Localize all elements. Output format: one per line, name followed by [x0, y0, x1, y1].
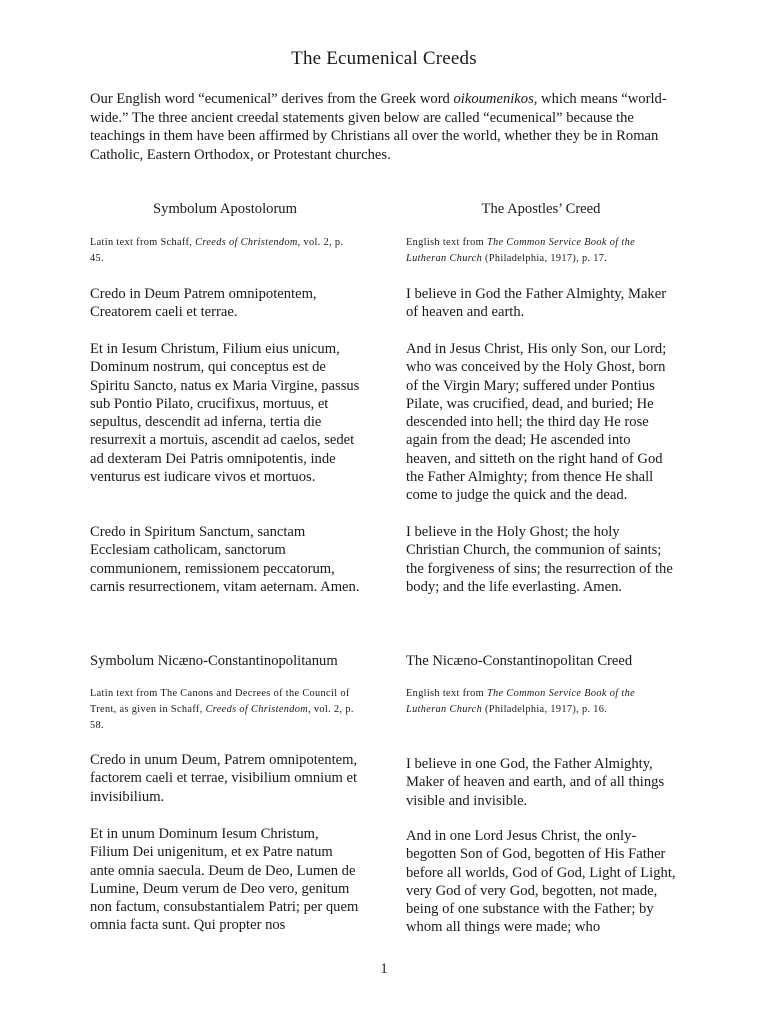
source-text: , vol. 2, p. 58.: [90, 704, 354, 731]
source-title: The Common Service Book of the Lutheran Church: [406, 237, 635, 264]
nicene-english-heading: The Nicæno-Constantinopolitan Creed: [406, 653, 633, 669]
nicene-english-paragraph-2: And in one Lord Jesus Christ, the only-begotten Son of God, begotten of His Father before all worlds, God of God, Light of Light, very God of very God, begotten, not made, being of one substance with the Father; by whom all things were made; who: [406, 828, 676, 936]
nicene-english-paragraph-1: I believe in one God, the Father Almighty, Maker of heaven and earth, and of all things visible and invisible.: [406, 756, 665, 809]
source-text: English text from: [406, 237, 487, 248]
nicene-latin-source: [90, 686, 360, 734]
nicene-latin-paragraph-2: Et in unum Dominum Iesum Christum, Filium Dei unigenitum, et ex Patre natum ante omnia saecula. Deum de Deo, Lumen de Lumine, Deum verum de Deo vero, genitum non factum, consubstantialem Patri; per quem omnia facta sunt. Qui propter nos: [90, 826, 359, 934]
apostles-latin-paragraph-3: Credo in Spiritum Sanctum, sanctam Ecclesiam catholicam, sanctorum communionem, remissionem peccatorum, carnis resurrectionem, vitam aeternam. Amen.: [90, 524, 360, 595]
apostles-english-heading: The Apostles’ Creed: [481, 201, 601, 217]
intro-text-after: , which means “world-wide.” The three ancient creedal statements given below are called “ecumenical” because the teachings in them have been affirmed by Christians all over the world, whether they be in Roman Catholic, Eastern Orthodox, or Protestant churches.: [90, 91, 667, 163]
source-text: , vol. 2, p. 45.: [90, 237, 344, 264]
page-number: 1: [380, 961, 388, 977]
nicene-english-source: [406, 686, 676, 718]
apostles-latin-paragraph-2: Et in Iesum Christum, Filium eius unicum, Dominum nostrum, qui conceptus est de Spiritu Sancto, natus ex Maria Virgine, passus sub Pontio Pilato, crucifixus, mortuus, et sepultus, descendit ad inferna, tertia die resurrexit a mortuis, ascendit ad caelos, sedet ad dexteram Dei Patris omnipotentis, inde venturus est iudicare vivos et mortuos.: [90, 341, 360, 486]
apostles-latin-source: [90, 235, 360, 267]
apostles-latin-paragraph-1: Credo in Deum Patrem omnipotentem, Creatorem caeli et terrae.: [90, 286, 317, 321]
apostles-english-paragraph-3: I believe in the Holy Ghost; the holy Christian Church, the communion of saints; the forgiveness of sins; the resurrection of the body; and the life everlasting. Amen.: [406, 524, 673, 595]
apostles-english-source: [406, 235, 676, 267]
source-title: Creeds of Christendom: [195, 237, 298, 248]
source-text: Latin text from Schaff,: [90, 237, 196, 248]
apostles-english-paragraph-1: I believe in God the Father Almighty, Maker of heaven and earth.: [406, 286, 667, 321]
source-text: (Philadelphia, 1917), p. 17.: [482, 253, 608, 264]
greek-word: oikoumenikos: [453, 91, 534, 107]
source-title: The Common Service Book of the Lutheran Church: [406, 688, 635, 715]
page-title: The Ecumenical Creeds: [291, 48, 477, 69]
apostles-english-paragraph-2: And in Jesus Christ, His only Son, our Lord; who was conceived by the Holy Ghost, born of the Virgin Mary; suffered under Pontius Pilate, was crucified, dead, and buried; He descended into hell; the third day He rose again from the dead; He ascended into heaven, and sitteth on the right hand of God the Father Almighty; from thence He shall come to judge the quick and the dead.: [406, 341, 667, 504]
nicene-latin-paragraph-1: Credo in unum Deum, Patrem omnipotentem, factorem caeli et terrae, visibilium omnium et invisibilium.: [90, 752, 358, 805]
source-text: English text from: [406, 688, 487, 699]
source-text: Latin text from The Canons and Decrees of the Council of Trent, as given in Schaff,: [90, 688, 350, 715]
source-title: Creeds of Christendom: [205, 704, 309, 715]
nicene-latin-heading: Symbolum Nicæno-Constantinopolitanum: [90, 653, 338, 669]
apostles-latin-heading: Symbolum Apostolorum: [153, 201, 297, 217]
source-text: (Philadelphia, 1917), p. 16.: [482, 704, 608, 715]
intro-paragraph: [90, 90, 690, 164]
intro-text-before: Our English word “ecumenical” derives from the Greek word: [90, 91, 454, 107]
